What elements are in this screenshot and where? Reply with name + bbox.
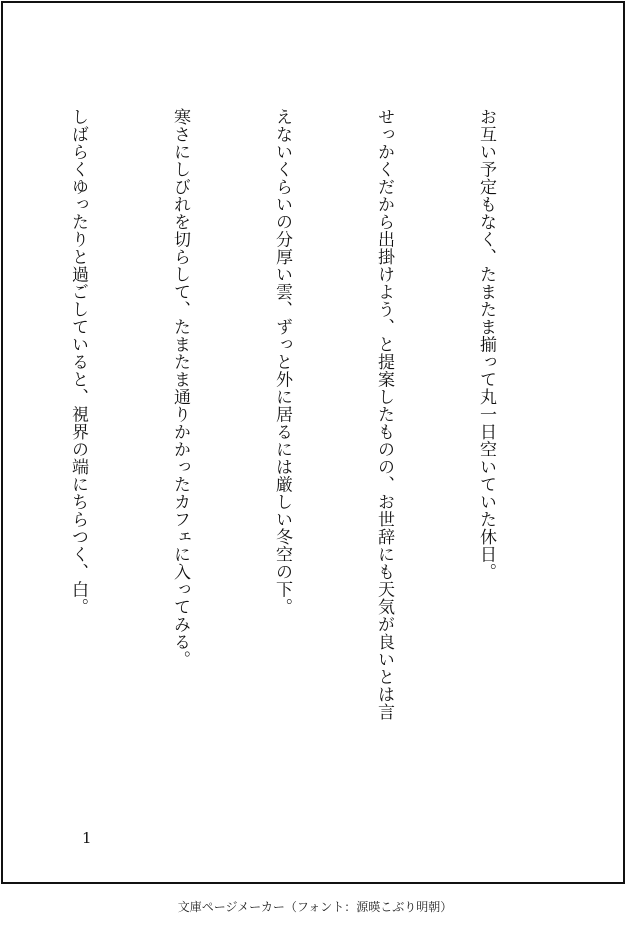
novel-page <box>1 1 625 884</box>
vertical-body-text <box>0 108 571 828</box>
page-number: 1 <box>82 829 92 847</box>
text-line: お互い予定もなく、たまたま揃って丸一日空いていた休日。 <box>476 108 496 581</box>
footer-credit: 文庫ページメーカー（フォント：源暎こぶり明朝） <box>177 900 453 914</box>
text-line: せっかくだから出掛けよう、と提案したものの、お世辞にも天気が良いとは言 <box>374 108 394 721</box>
text-line: 寒さにしびれを切らして、たまたま通りかかったカフェに入ってみる。 <box>170 108 190 668</box>
text-line: えないくらいの分厚い雲、ずっと外に居るには厳しい冬空の下。 <box>272 108 292 616</box>
text-line: しばらくゆったりと過ごしていると、視界の端にちらつく、白。 <box>68 108 88 616</box>
